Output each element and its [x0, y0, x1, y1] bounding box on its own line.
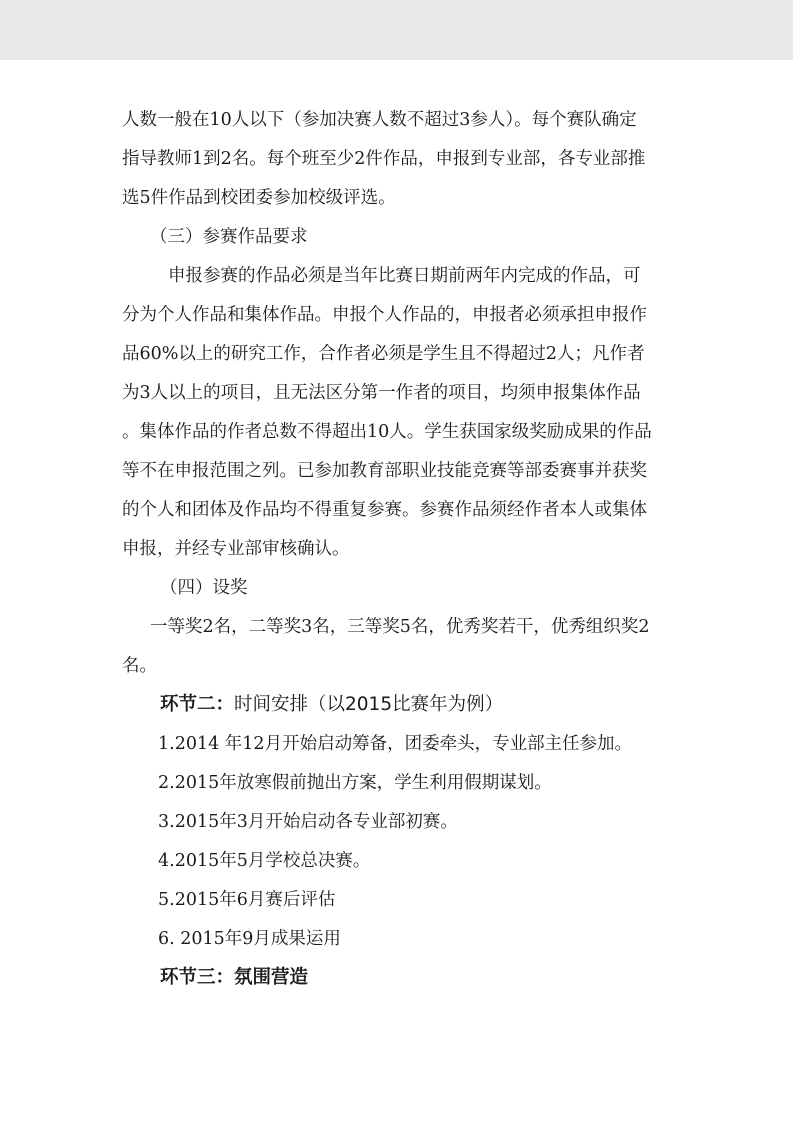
paragraph-line: 为3人以上的项目，且无法区分第一作者的项目，均须申报集体作品	[122, 383, 641, 403]
schedule-item: 3.2015年3月开始启动各专业部初赛。	[158, 812, 458, 832]
paragraph-line: 指导教师1到2名。每个班至少2件作品，申报到专业部，各专业部推	[122, 149, 646, 169]
subsection-heading-awards: （四）设奖	[160, 578, 248, 598]
section-heading-text: 时间安排（以2015比赛年为例）	[234, 694, 504, 715]
section-heading-atmosphere	[160, 967, 308, 989]
paragraph-line: 等不在申报范围之列。已参加教育部职业技能竞赛等部委赛事并获奖	[122, 461, 647, 481]
schedule-item: 6. 2015年9月成果运用	[158, 929, 341, 949]
paragraph-line: 一等奖2名，二等奖3名，三等奖5名，优秀奖若干，优秀组织奖2	[150, 617, 650, 637]
paragraph-line: 分为个人作品和集体作品。申报个人作品的，申报者必须承担申报作	[122, 305, 647, 325]
paragraph-line: 人数一般在10人以下（参加决赛人数不超过3参人）。每个赛队确定	[122, 110, 637, 130]
schedule-item: 1.2014 年12月开始启动筹备，团委牵头，专业部主任参加。	[158, 734, 633, 754]
paragraph-line: 的个人和团体及作品均不得重复参赛。参赛作品须经作者本人或集体	[122, 500, 647, 520]
schedule-item: 5.2015年6月赛后评估	[158, 890, 336, 910]
subsection-heading-requirements: （三）参赛作品要求	[150, 227, 308, 247]
paragraph-line: 选5件作品到校团委参加校级评选。	[122, 188, 396, 208]
schedule-item: 2.2015年放寒假前抛出方案，学生利用假期谋划。	[158, 773, 552, 793]
paragraph-line: 。集体作品的作者总数不得超出10人。学生获国家级奖励成果的作品	[122, 422, 652, 442]
paragraph-line: 申报参赛的作品必须是当年比赛日期前两年内完成的作品，可	[168, 266, 641, 286]
section-heading-bold: 环节二：	[160, 694, 235, 715]
paragraph-line: 名。	[122, 656, 157, 676]
section-heading-schedule	[160, 694, 503, 716]
schedule-item: 4.2015年5月学校总决赛。	[158, 851, 371, 871]
paragraph-line: 申报，并经专业部审核确认。	[122, 539, 350, 559]
section-heading-bold: 环节三：氛围营造	[160, 967, 309, 988]
paragraph-line: 品60%以上的研究工作，合作者必须是学生且不得超过2人；凡作者	[122, 344, 645, 364]
